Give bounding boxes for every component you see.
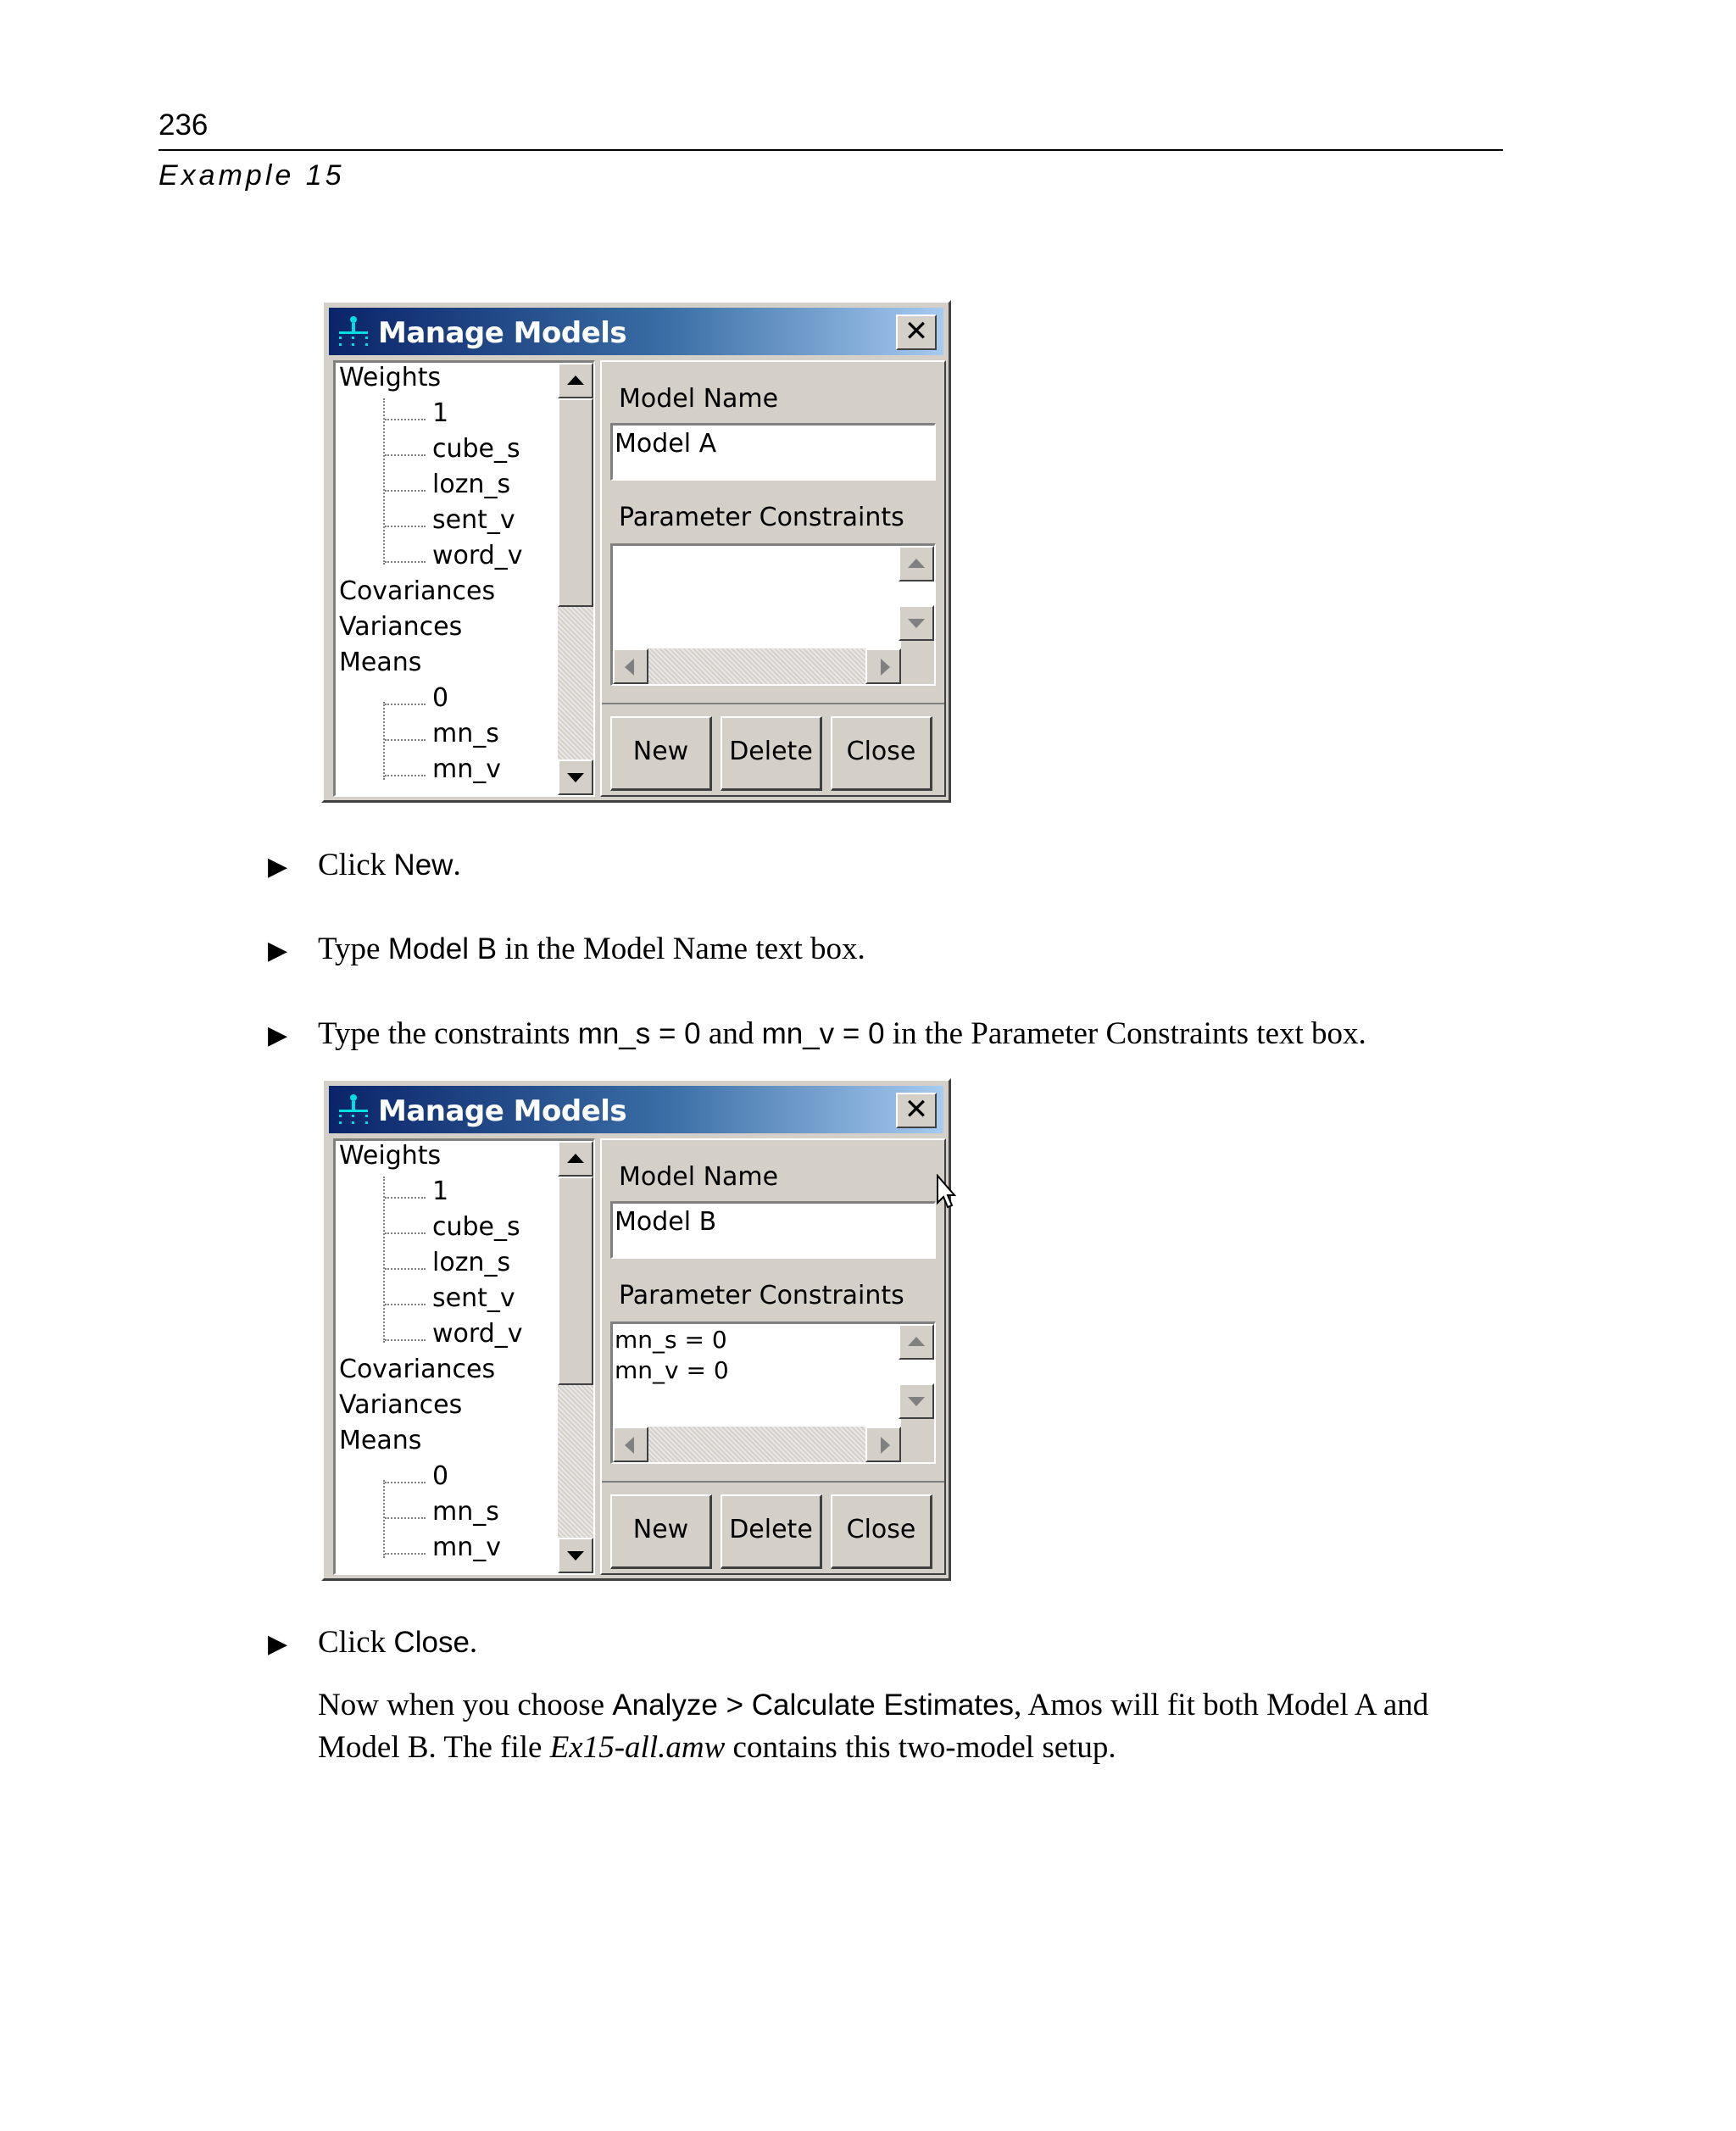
file-name: Ex15-all.amw [549,1730,726,1765]
tree-item[interactable]: cube_s [432,434,520,464]
amos-app-icon [336,1093,371,1128]
arrow-left-icon [625,659,634,676]
tree-item[interactable]: word_v [432,541,523,570]
close-icon[interactable]: ✕ [896,1093,937,1128]
tree-connector [385,1268,426,1270]
amos-app-icon [336,314,371,350]
scroll-down-button[interactable] [558,1538,593,1573]
scroll-corner [901,1419,936,1464]
tree-connector [385,775,426,776]
header-rule [159,149,1503,151]
arrow-down-icon [908,1397,925,1406]
bullet-icon: ▶ [268,936,288,965]
step-type-constraints: Type the constraints mn_s = 0 and mn_v = 0 in the Parameter Constraints text box. [318,1016,1366,1051]
delete-button[interactable]: Delete [721,1494,822,1569]
scroll-left-button[interactable] [613,1427,648,1462]
tree-item[interactable]: cube_s [432,1212,520,1242]
tree-item[interactable]: mn_v [432,1533,501,1562]
bullet-icon: ▶ [268,1629,288,1659]
tree-scrollbar[interactable] [558,1141,593,1573]
tree-item[interactable]: Variances [339,612,463,642]
parameter-tree[interactable] [333,360,595,797]
tree-item[interactable]: word_v [432,1319,523,1349]
close-button[interactable]: Close [831,1494,932,1569]
tree-connector [385,1553,426,1555]
arrow-up-icon [908,559,925,568]
arrow-up-icon [908,1337,925,1346]
running-head: Example 15 [159,159,345,192]
tree-item[interactable]: 0 [432,1461,449,1491]
scroll-track[interactable] [648,1427,865,1462]
tree-scrollbar[interactable] [558,363,593,795]
arrow-down-icon [908,619,925,628]
tree-item[interactable]: mn_v [432,754,501,784]
tree-connector [385,561,426,563]
step-click-new: Click New. [318,848,461,882]
tree-item[interactable]: Weights [339,1141,442,1171]
scroll-left-button[interactable] [613,648,648,684]
tree-connector [385,454,426,456]
scroll-thumb[interactable] [558,398,593,607]
arrow-down-icon [567,773,584,782]
scroll-down-button[interactable] [899,605,934,641]
tree-connector [385,739,426,741]
tree-item[interactable]: mn_s [432,1497,499,1527]
tree-item[interactable]: Variances [339,1390,463,1420]
tree-item[interactable]: lozn_s [432,470,511,499]
button-row [602,703,944,795]
tree-item[interactable]: Covariances [339,576,496,606]
scroll-up-button[interactable] [558,363,593,398]
closing-paragraph-line-1: Now when you choose Analyze > Calculate Estimates, Amos will fit both Model A and [318,1688,1429,1722]
closing-paragraph-line-2: Model B. The file Ex15-all.amw contains this two-model setup. [318,1730,1116,1765]
parameter-constraints-label: Parameter Constraints [619,1281,904,1310]
dialog-title: Manage Models [378,1094,627,1128]
tree-item[interactable]: sent_v [432,505,515,535]
scroll-right-button[interactable] [865,648,901,684]
arrow-up-icon [567,376,584,385]
step-type-model-b: Type Model B in the Model Name text box. [318,932,865,966]
tree-connector [385,419,426,420]
scroll-down-button[interactable] [558,759,593,795]
step-click-close: Click Close. [318,1625,478,1660]
arrow-left-icon [625,1437,634,1454]
model-name-label: Model Name [619,1162,779,1192]
dialog-title: Manage Models [378,316,627,350]
tree-item[interactable]: 1 [432,398,449,428]
parameter-constraints-field[interactable] [610,543,936,686]
close-icon[interactable]: ✕ [896,314,937,350]
scroll-track[interactable] [648,648,865,684]
tree-connector [385,1517,426,1519]
button-row [602,1481,944,1573]
parameter-constraints-label: Parameter Constraints [619,503,904,532]
manage-models-dialog-b [321,1078,951,1581]
bullet-icon: ▶ [268,1021,288,1050]
model-editor-pane [600,1138,946,1575]
scroll-up-button[interactable] [899,546,934,581]
parameter-constraints-field[interactable] [610,1321,936,1464]
tree-connector [385,526,426,527]
scroll-thumb[interactable] [558,1177,593,1385]
arrow-up-icon [567,1154,584,1163]
mouse-cursor-icon [936,1174,956,1210]
scroll-up-button[interactable] [558,1141,593,1177]
title-bar[interactable] [329,308,943,355]
tree-connector [385,490,426,492]
tree-connector [383,702,385,780]
tree-connector [385,1339,426,1341]
tree-connector [383,1177,385,1343]
tree-item[interactable]: sent_v [432,1283,515,1313]
model-name-field[interactable]: Model A [610,423,936,481]
tree-connector [385,1304,426,1305]
constraint-line: mn_v = 0 [615,1356,729,1384]
tree-item[interactable]: Means [339,648,422,677]
tree-item[interactable]: 1 [432,1177,449,1206]
arrow-down-icon [567,1551,584,1561]
close-button[interactable]: Close [831,716,932,791]
tree-connector [383,398,385,565]
manage-models-dialog-a [321,300,951,803]
tree-item[interactable]: 0 [432,683,449,713]
delete-button[interactable]: Delete [721,716,822,791]
tree-connector [383,1480,385,1558]
tree-connector [385,1482,426,1483]
page-number: 236 [159,108,209,142]
scroll-up-button[interactable] [899,1324,934,1360]
tree-item[interactable]: Covariances [339,1355,496,1384]
scroll-right-button[interactable] [865,1427,901,1462]
new-button[interactable]: New [610,716,712,791]
tree-connector [385,1232,426,1234]
parameter-tree[interactable] [333,1138,595,1575]
new-button[interactable]: New [610,1494,712,1569]
model-name-field[interactable]: Model B [610,1201,936,1259]
scroll-corner [901,641,936,686]
title-bar[interactable] [329,1086,943,1133]
tree-item[interactable]: lozn_s [432,1248,511,1277]
tree-item[interactable]: Means [339,1426,422,1455]
constraint-line: mn_s = 0 [615,1326,727,1354]
arrow-right-icon [881,1437,890,1454]
model-editor-pane [600,360,946,797]
tree-item[interactable]: mn_s [432,719,499,748]
scroll-down-button[interactable] [899,1383,934,1419]
tree-connector [385,1197,426,1199]
tree-item[interactable]: Weights [339,363,442,392]
bullet-icon: ▶ [268,852,288,882]
arrow-right-icon [881,659,890,676]
tree-connector [385,704,426,705]
model-name-label: Model Name [619,384,779,414]
